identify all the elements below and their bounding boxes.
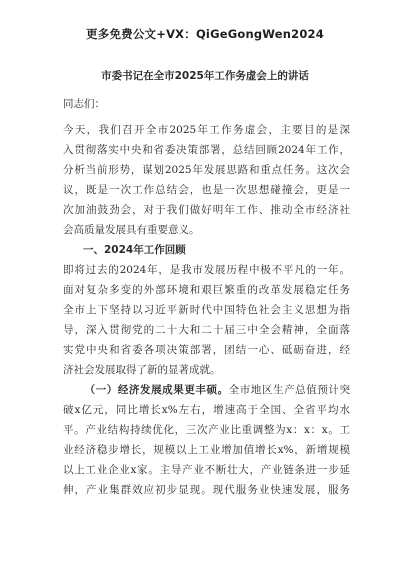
text-line: 次加油鼓劲会，对于我们做好明年工作、推动全市经济社: [63, 204, 350, 216]
paragraph-1: [63, 120, 350, 240]
document-title: 市委书记在全市2025年工作务虚会上的讲话: [101, 70, 309, 82]
text-line: 实党中央和省委各项决策部署，团结一心、砥砺奋进，经: [63, 344, 350, 356]
subsection-heading: （一）经济发展成果更丰硕。: [84, 384, 229, 396]
text-line: 议，既是一次工作总结会，也是一次思想碰撞会，更是一: [63, 184, 350, 196]
text-line: 分析当前形势，谋划2025年发展思路和重点任务。这次会: [63, 164, 350, 176]
text-line: 破x亿元，同比增长x%左右，增速高于全国、全省平均水: [63, 404, 350, 416]
text-line: 即将过去的2024年，是我市发展历程中极不平凡的一年。: [63, 264, 350, 276]
text-line: 业经济稳步增长，规模以上工业增加值增长x%，新增规模: [63, 444, 350, 456]
text-line: 入贯彻落实中央和省委决策部署，总结回顾2024年工作，: [63, 144, 350, 156]
text-line: 导，深入贯彻党的二十大和二十届三中全会精神，全面落: [63, 324, 350, 336]
text-span: 全市地区生产总值预计突: [228, 384, 350, 396]
paragraph-2: [63, 260, 350, 380]
text-line: 以上工业企业x家。主导产业不断壮大，产业链条进一步延: [63, 464, 350, 476]
promo-header: 更多免费公文+VX：QiGeGongWen2024: [86, 27, 324, 41]
section-heading: 一、2024年工作回顾: [83, 244, 186, 256]
text-line: 全市上下坚持以习近平新时代中国特色社会主义思想为指: [63, 304, 350, 316]
document-body: [63, 94, 350, 500]
paragraph-3: [63, 380, 350, 500]
text-line: [63, 380, 350, 400]
text-line: 会高质量发展具有重要意义。: [63, 224, 200, 236]
text-line: 面对复杂多变的外部环境和艰巨繁重的改革发展稳定任务: [63, 284, 350, 296]
text-line: 今天，我们召开全市2025年工作务虚会，主要目的是深: [63, 124, 350, 136]
text-line: 伸，产业集群效应初步显现。现代服务业快速发展，服务: [63, 484, 350, 496]
salutation: 同志们：: [63, 98, 105, 110]
text-line: 济社会发展取得了新的显著成就。: [63, 364, 221, 376]
text-line: 平。产业结构持续优化，三次产业比重调整为x：x：x。工: [63, 424, 350, 436]
